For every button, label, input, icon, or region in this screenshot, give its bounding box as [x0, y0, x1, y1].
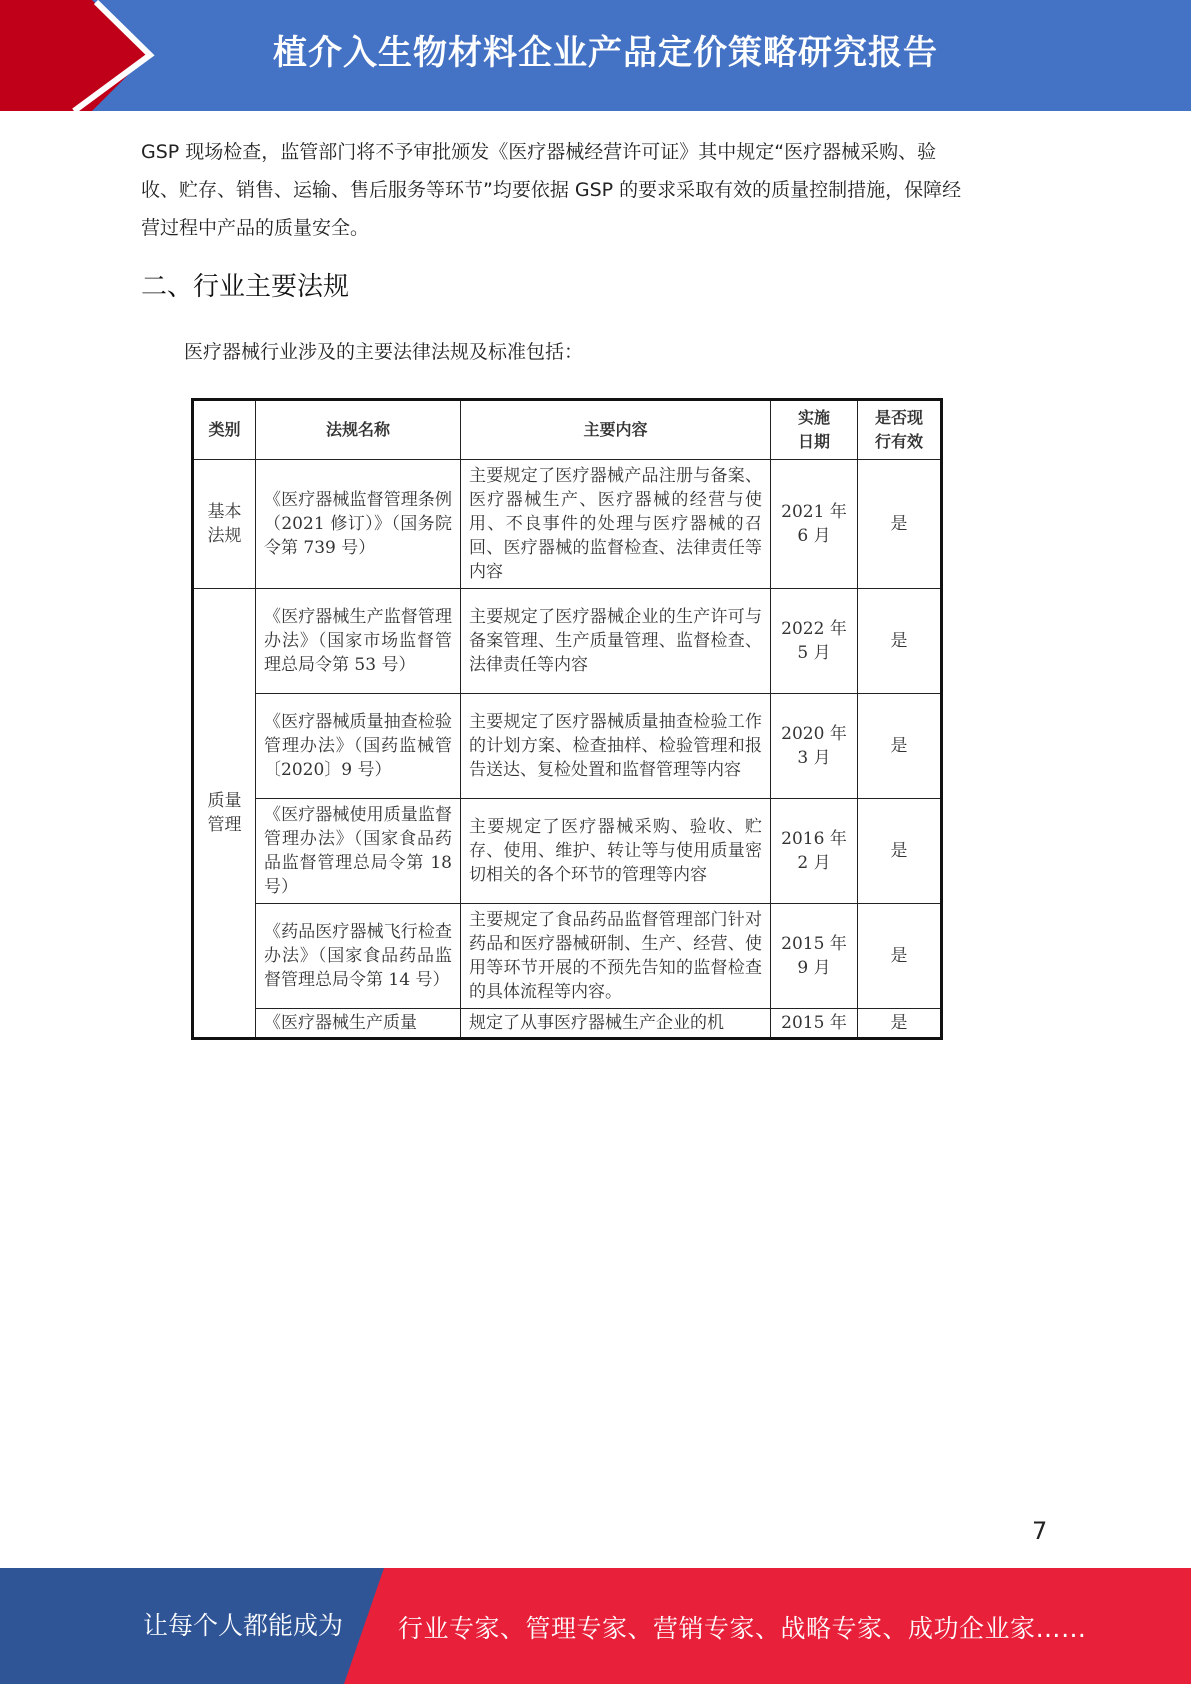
footer-slogan-left: 让每个人都能成为	[143, 1611, 344, 1640]
body-paragraph	[141, 133, 1041, 247]
date-line: 2015 年	[781, 934, 847, 954]
date-cell	[771, 460, 858, 589]
header-name: 法规名称	[256, 400, 461, 460]
valid-cell: 是	[858, 904, 942, 1009]
date-cell: 2015 年	[771, 1009, 858, 1039]
law-content-cell: 主要规定了医疗器械企业的生产许可与备案管理、生产质量管理、监督检查、法律责任等内容	[461, 589, 771, 694]
law-content-cell: 规定了从事医疗器械生产企业的机	[461, 1009, 771, 1039]
valid-cell: 是	[858, 1009, 942, 1039]
date-line: 2016 年	[781, 829, 847, 849]
paragraph-line: 收、贮存、销售、运输、售后服务等环节”均要依据 GSP 的要求采取有效的质量控制措施，保障经	[141, 179, 962, 201]
section-heading: 二、行业主要法规	[141, 272, 350, 302]
date-line: 5 月	[797, 643, 831, 663]
date-cell	[771, 589, 858, 694]
date-line: 3 月	[797, 748, 831, 768]
table-row	[193, 694, 942, 799]
table-header-row	[193, 400, 942, 460]
category-line: 管理	[207, 815, 242, 835]
date-cell	[771, 799, 858, 904]
date-line: 6 月	[797, 526, 831, 546]
header-valid	[858, 400, 942, 460]
law-name-cell: 《药品医疗器械飞行检查办法》（国家食品药品监督管理总局令第 14 号）	[256, 904, 461, 1009]
header-valid-line: 行有效	[874, 432, 923, 451]
valid-cell: 是	[858, 694, 942, 799]
header-valid-line: 是否现	[874, 408, 923, 427]
date-cell	[771, 904, 858, 1009]
category-line: 法规	[207, 526, 242, 546]
law-name-cell: 《医疗器械监督管理条例（2021 修订）》（国务院令第 739 号）	[256, 460, 461, 589]
page-header	[0, 0, 1191, 111]
report-title: 植介入生物材料企业产品定价策略研究报告	[273, 33, 938, 73]
paragraph-line: 营过程中产品的质量安全。	[141, 217, 370, 239]
valid-cell: 是	[858, 589, 942, 694]
table-row	[193, 589, 942, 694]
category-line: 质量	[207, 791, 242, 811]
valid-cell: 是	[858, 799, 942, 904]
header-category: 类别	[193, 400, 256, 460]
header-date-line: 日期	[797, 432, 830, 451]
page-number: 7	[1032, 1517, 1048, 1545]
law-name-cell: 《医疗器械使用质量监督管理办法》（国家食品药品监督管理总局令第 18 号）	[256, 799, 461, 904]
category-line: 基本	[207, 502, 242, 522]
law-content-cell: 主要规定了医疗器械采购、验收、贮存、使用、维护、转让等与使用质量密切相关的各个环节的管理等内容	[461, 799, 771, 904]
header-date-line: 实施	[797, 408, 830, 427]
footer-slogan-right: 行业专家、管理专家、营销专家、战略专家、成功企业家……	[398, 1614, 1087, 1643]
law-name-cell: 《医疗器械质量抽查检验管理办法》（国药监械管〔2020〕9 号）	[256, 694, 461, 799]
date-line: 2022 年	[781, 619, 847, 639]
date-line: 2020 年	[781, 724, 847, 744]
table-row	[193, 799, 942, 904]
regulations-table	[191, 398, 943, 1040]
law-name-cell: 《医疗器械生产监督管理办法》（国家市场监督管理总局令第 53 号）	[256, 589, 461, 694]
page-footer	[0, 1568, 1191, 1684]
category-cell	[193, 460, 256, 589]
law-content-cell: 主要规定了食品药品监督管理部门针对药品和医疗器械研制、生产、经营、使用等环节开展的不预先告知的监督检查的具体流程等内容。	[461, 904, 771, 1009]
law-name-cell: 《医疗器械生产质量	[256, 1009, 461, 1039]
date-cell	[771, 694, 858, 799]
date-line: 2 月	[797, 853, 831, 873]
table-row	[193, 460, 942, 589]
paragraph-line: GSP 现场检查，监管部门将不予审批颁发《医疗器械经营许可证》其中规定“医疗器械采购、验	[141, 141, 937, 163]
law-content-cell: 主要规定了医疗器械质量抽查检验工作的计划方案、检查抽样、检验管理和报告送达、复检处置和监督管理等内容	[461, 694, 771, 799]
valid-cell: 是	[858, 460, 942, 589]
table-intro: 医疗器械行业涉及的主要法律法规及标准包括：	[184, 341, 584, 363]
law-content-cell: 主要规定了医疗器械产品注册与备案、医疗器械生产、医疗器械的经营与使用、不良事件的处理与医疗器械的召回、医疗器械的监督检查、法律责任等内容	[461, 460, 771, 589]
header-content: 主要内容	[461, 400, 771, 460]
table-row	[193, 904, 942, 1009]
table-row	[193, 1009, 942, 1039]
date-line: 2021 年	[781, 502, 847, 522]
header-date	[771, 400, 858, 460]
category-cell	[193, 589, 256, 1039]
date-line: 9 月	[797, 958, 831, 978]
